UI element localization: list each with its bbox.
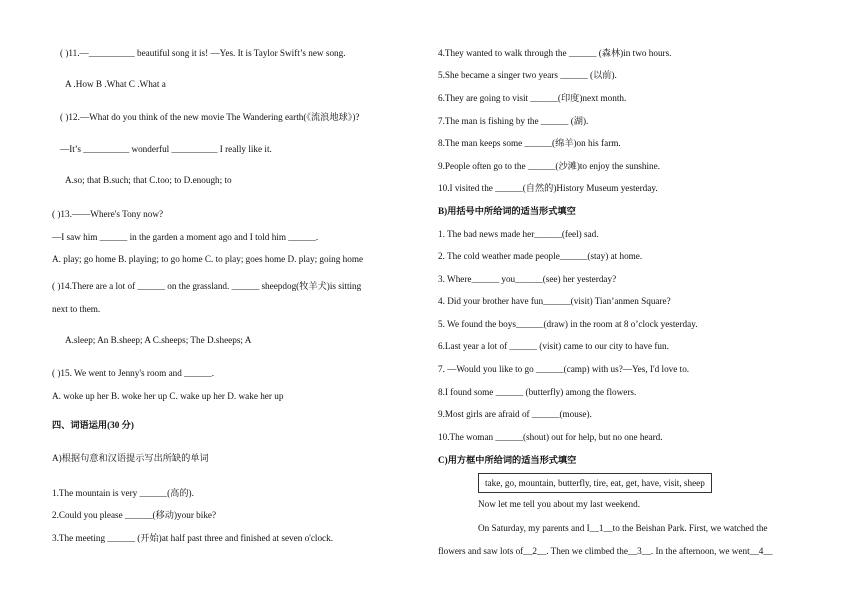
- right-line: 10.The woman ______(shout) out for help, but no one heard.: [438, 432, 663, 442]
- right-line: 4. Did your brother have fun______(visit) Tian’anmen Square?: [438, 296, 671, 306]
- right-line: 5.She became a singer two years ______ (以前).: [438, 70, 617, 80]
- right-line: 4.They wanted to walk through the ______ (森林)in two hours.: [438, 48, 672, 58]
- left-line: A. woke up her B. woke her up C. wake up her D. wake her up: [52, 391, 284, 401]
- right-line: On Saturday, my parents and I__1__to the Beishan Park. First, we watched the: [478, 523, 768, 533]
- right-line: 1. The bad news made her______(feel) sad.: [438, 229, 599, 239]
- left-line: 四、词语运用(30 分): [52, 420, 134, 430]
- left-line: —I saw him ______ in the garden a moment ago and I told him ______.: [52, 232, 319, 242]
- left-line: 2.Could you please ______(移动)your bike?: [52, 510, 217, 520]
- word-box: take, go, mountain, butterfly, tire, eat, get, have, visit, sheep: [478, 473, 712, 493]
- right-line: 2. The cold weather made people______(stay) at home.: [438, 251, 643, 261]
- left-line: ( )12.—What do you think of the new movie The Wandering earth(《流浪地球》)?: [60, 112, 360, 122]
- right-line: B)用括号中所给词的适当形式填空: [438, 206, 576, 216]
- left-line: A.so; that B.such; that C.too; to D.enough; to: [65, 175, 232, 185]
- left-line: A .How B .What C .What a: [65, 79, 166, 89]
- right-line: 9.Most girls are afraid of ______(mouse).: [438, 409, 592, 419]
- left-line: ( )13.——Where's Tony now?: [52, 209, 164, 219]
- right-line: 3. Where______ you______(see) her yesterday?: [438, 274, 617, 284]
- left-line: —It’s __________ wonderful __________ I really like it.: [60, 144, 272, 154]
- left-line: A. play; go home B. playing; to go home C. to play; goes home D. play; going home: [52, 254, 364, 264]
- left-line: next to them.: [52, 304, 101, 314]
- right-line: 6.They are going to visit ______(印度)next month.: [438, 93, 627, 103]
- right-line: 7. —Would you like to go ______(camp) with us?—Yes, I'd love to.: [438, 364, 690, 374]
- left-line: 3.The meeting ______ (开始)at half past three and finished at seven o'clock.: [52, 533, 334, 543]
- right-line: 5. We found the boys______(draw) in the room at 8 o’clock yesterday.: [438, 319, 698, 329]
- left-line: ( )11.—__________ beautiful song it is! —Yes. It is Taylor Swift’s new song.: [60, 48, 346, 58]
- right-line: C)用方框中所给词的适当形式填空: [438, 455, 577, 465]
- right-line: flowers and saw lots of__2__. Then we climbed the__3__. In the afternoon, we went__4__: [438, 546, 773, 556]
- right-line: 9.People often go to the ______(沙滩)to enjoy the sunshine.: [438, 161, 660, 171]
- right-line: 8.The man keeps some ______(绵羊)on his farm.: [438, 138, 621, 148]
- right-line: 7.The man is fishing by the ______ (湖).: [438, 116, 589, 126]
- right-line: 6.Last year a lot of ______ (visit) came to our city to have fun.: [438, 341, 669, 351]
- left-line: 1.The mountain is very ______(高的).: [52, 488, 194, 498]
- right-line: Now let me tell you about my last weekend.: [478, 499, 641, 509]
- right-line: 10.I visited the ______(自然的)History Museum yesterday.: [438, 183, 658, 193]
- left-line: ( )14.There are a lot of ______ on the grassland. ______ sheepdog(牧羊犬)is sitting: [52, 281, 362, 291]
- left-line: A)根据句意和汉语提示写出所缺的单词: [52, 453, 209, 463]
- left-line: A.sleep; An B.sheep; A C.sheeps; The D.sheeps; A: [65, 335, 252, 345]
- right-line: 8.I found some ______ (butterfly) among the flowers.: [438, 387, 637, 397]
- left-line: ( )15. We went to Jenny's room and ______.: [52, 368, 215, 378]
